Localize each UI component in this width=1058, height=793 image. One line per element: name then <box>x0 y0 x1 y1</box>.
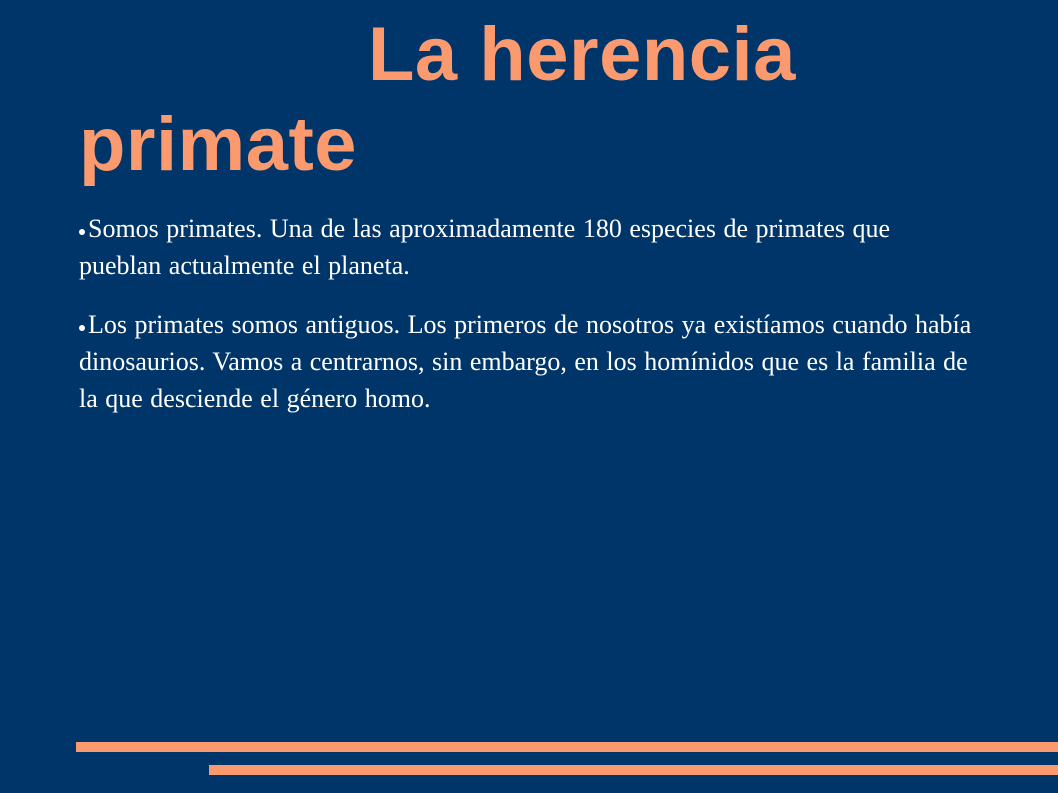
decorative-rule-long <box>76 742 1058 752</box>
bullet-icon <box>79 325 85 331</box>
bullet-text: Los primates somos antiguos. Los primeros de nosotros ya existíamos cuando había dinosaurios. Vamos a centrarnos, sin embargo, en los homínidos que es la familia de la que desciende el género homo. <box>79 310 972 413</box>
bullet-text: Somos primates. Una de las aproximadamente 180 especies de primates que pueblan actualmente el planeta. <box>79 214 891 280</box>
slide-title: La herencia primate <box>79 12 796 187</box>
bullet-icon <box>79 229 85 235</box>
bullet-list <box>79 210 979 439</box>
bullet-item <box>79 306 979 417</box>
decorative-rule-short <box>209 765 1058 775</box>
bullet-item <box>79 210 979 284</box>
